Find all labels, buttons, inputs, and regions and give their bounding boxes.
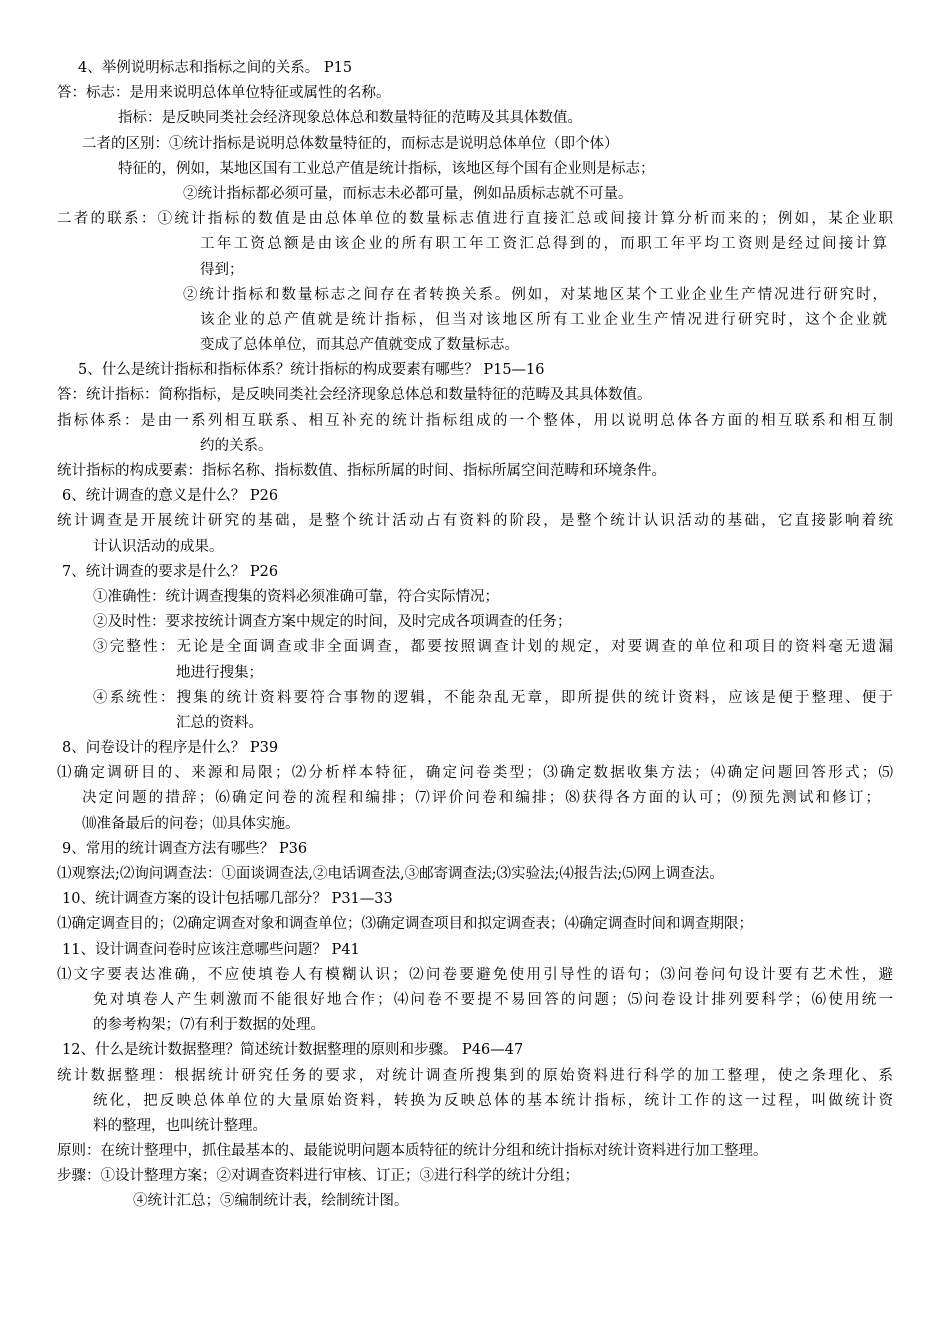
- line-row: [0, 358, 950, 383]
- list-item: ②及时性：要求按统计调查方案中规定的时间，及时完成各项调查的任务；: [93, 614, 572, 631]
- line-row: [0, 988, 950, 1013]
- line-row: [0, 207, 950, 232]
- line-row: [0, 1164, 950, 1189]
- question-heading: 7、统计调查的要求是什么？ P26: [62, 563, 279, 580]
- text-line: 汇总的资料。: [176, 714, 263, 731]
- text-line: 的参考构架；⑺有利于数据的处理。: [93, 1017, 325, 1034]
- line-row: [0, 333, 950, 358]
- line-row: [0, 535, 950, 560]
- line-row: [0, 1139, 950, 1164]
- line-row: [0, 1038, 950, 1063]
- list-item: ③完整性：无论是全面调查或非全面调查，都要按照调查计划的规定，对要调查的单位和项目的资料毫无遗漏: [93, 639, 893, 656]
- text-line: ⑴观察法;⑵询问调查法：①面谈调查法,②电话调查法,③邮寄调查法;⑶实验法;⑷报告法;⑸网上调查法。: [57, 866, 724, 882]
- question-heading: 8、问卷设计的程序是什么？ P39: [62, 740, 279, 757]
- text-line: 该企业的总产值就是统计指标，但当对该地区所有工业企业生产情况进行研究时，这个企业就: [200, 311, 887, 328]
- line-row: [0, 232, 950, 257]
- line-row: [0, 1114, 950, 1139]
- text-line: ⑴确定调研目的、来源和局限；⑵分析样本特征，确定问卷类型；⑶确定数据收集方法；⑷确定问题回答形式；⑸: [57, 765, 893, 782]
- list-item: ①准确性：统计调查搜集的资料必须准确可靠，符合实际情况；: [93, 588, 499, 605]
- line-row: [0, 938, 950, 963]
- line-row: [0, 383, 950, 408]
- line-row: [0, 106, 950, 131]
- line-row: [0, 711, 950, 736]
- line-row: [0, 912, 950, 937]
- line-row: [0, 56, 950, 81]
- line-row: [0, 560, 950, 585]
- question-heading: 10、统计调查方案的设计包括哪几部分？ P31—33: [62, 891, 393, 908]
- line-row: [0, 509, 950, 534]
- line-row: [0, 81, 950, 106]
- line-row: [0, 434, 950, 459]
- line-row: [0, 862, 950, 887]
- answer-line: 答：标志：是用来说明总体单位特征或属性的名称。: [57, 85, 391, 102]
- text-line: 工年工资总额是由该企业的所有职工年工资汇总得到的，而职工年平均工资则是经过间接计算: [200, 236, 887, 253]
- line-row: [0, 761, 950, 786]
- text-line: 统计调查是开展统计研究的基础，是整个统计活动占有资料的阶段，是整个统计认识活动的基础，它直接影响着统: [57, 513, 893, 530]
- question-heading: 11、设计调查问卷时应该注意哪些问题？ P41: [62, 941, 360, 958]
- answer-line: 答：统计指标：简称指标，是反映同类社会经济现象总体总和数量特征的范畴及其具体数值。: [57, 387, 652, 404]
- line-row: [0, 837, 950, 862]
- question-heading: 5、什么是统计指标和指标体系？统计指标的构成要素有哪些？ P15—16: [78, 362, 545, 379]
- line-row: [0, 585, 950, 610]
- line-row: [0, 1089, 950, 1114]
- line-row: [0, 283, 950, 308]
- line-row: [0, 132, 950, 157]
- question-heading: 9、常用的统计调查方法有哪些？ P36: [62, 840, 308, 857]
- line-row: [0, 812, 950, 837]
- line-row: [0, 610, 950, 635]
- text-line: 指标：是反映同类社会经济现象总体总和数量特征的范畴及其具体数值。: [118, 110, 582, 127]
- line-row: [0, 686, 950, 711]
- text-line: 特征的，例如，某地区国有工业总产值是统计指标，该地区每个国有企业则是标志；: [118, 160, 655, 177]
- document-page: [0, 56, 950, 1215]
- line-row: [0, 1189, 950, 1214]
- list-item: ④系统性：搜集的统计资料要符合事物的逻辑，不能杂乱无章，即所提供的统计资料，应该是便于整理、便于: [93, 689, 893, 706]
- line-row: [0, 308, 950, 333]
- text-line: ④统计汇总；⑤编制统计表，绘制统计图。: [133, 1193, 409, 1210]
- text-line: ⑴文字要表达准确，不应使填卷人有模糊认识；⑵问卷要避免使用引导性的语句；⑶问卷问句设计要有艺术性，避: [57, 966, 893, 983]
- line-row: [0, 182, 950, 207]
- line-row: [0, 484, 950, 509]
- line-row: [0, 963, 950, 988]
- text-line: 计认识活动的成果。: [93, 538, 224, 555]
- question-heading: 6、统计调查的意义是什么？ P26: [62, 488, 279, 505]
- text-line: 统计数据整理：根据统计研究任务的要求，对统计调查所搜集到的原始资料进行科学的加工整理，使之条理化、系: [57, 1067, 893, 1084]
- text-line: 地进行搜集；: [176, 664, 263, 681]
- text-line: 变成了总体单位，而其总产值就变成了数量标志。: [200, 337, 519, 354]
- text-line: 免对填卷人产生刺激而不能很好地合作；⑷问卷不要提不易回答的问题；⑸问卷设计排列要科学；⑹使用统一: [93, 991, 893, 1008]
- question-heading: 4、举例说明标志和指标之间的关系。 P15: [78, 60, 353, 76]
- line-row: [0, 635, 950, 660]
- line-row: [0, 1013, 950, 1038]
- text-line: 二者的区别：①统计指标是说明总体数量特征的，而标志是说明总体单位（即个体）: [82, 135, 619, 152]
- text-line: 指标体系：是由一系列相互联系、相互补充的统计指标组成的一个整体，用以说明总体各方面的相互联系和相互制: [57, 412, 893, 429]
- line-row: [0, 661, 950, 686]
- text-line: 统化，把反映总体单位的大量原始资料，转换为反映总体的基本统计指标，统计工作的这一过程，叫做统计资: [93, 1092, 893, 1109]
- line-row: [0, 1064, 950, 1089]
- line-row: [0, 157, 950, 182]
- text-line: 统计指标的构成要素：指标名称、指标数值、指标所属的时间、指标所属空间范畴和环境条件。: [57, 463, 666, 479]
- text-line: 原则：在统计整理中，抓住最基本的、最能说明问题本质特征的统计分组和统计指标对统计资料进行加工整理。: [57, 1143, 768, 1160]
- line-row: [0, 409, 950, 434]
- question-heading: 12、什么是统计数据整理？简述统计数据整理的原则和步骤。 P46—47: [62, 1042, 524, 1059]
- line-row: [0, 887, 950, 912]
- line-row: [0, 736, 950, 761]
- text-line: ⑽准备最后的问卷；⑾具体实施。: [82, 815, 300, 832]
- text-line: ⑴确定调查目的；⑵确定调查对象和调查单位；⑶确定调查项目和拟定调查表；⑷确定调查时间和调查期限；: [57, 916, 753, 933]
- text-line: ②统计指标都必须可量，而标志未必都可量，例如品质标志就不可量。: [183, 185, 633, 202]
- line-row: [0, 786, 950, 811]
- text-line: ②统计指标和数量标志之间存在者转换关系。例如，对某地区某个工业企业生产情况进行研究时，: [183, 286, 887, 303]
- text-line: 二者的联系：①统计指标的数值是由总体单位的数量标志值进行直接汇总或间接计算分析而来的；例如，某企业职: [57, 211, 893, 228]
- text-line: 得到；: [200, 261, 244, 278]
- line-row: [0, 258, 950, 283]
- text-line: 步骤：①设计整理方案；②对调查资料进行审核、订正；③进行科学的统计分组；: [57, 1168, 579, 1185]
- text-line: 约的关系。: [200, 437, 273, 454]
- line-row: [0, 459, 950, 484]
- text-line: 料的整理，也叫统计整理。: [93, 1117, 267, 1134]
- text-line: 决定问题的措辞；⑹确定问卷的流程和编排；⑺评价问卷和编排；⑻获得各方面的认可；⑼预先测试和修订；: [82, 790, 880, 807]
